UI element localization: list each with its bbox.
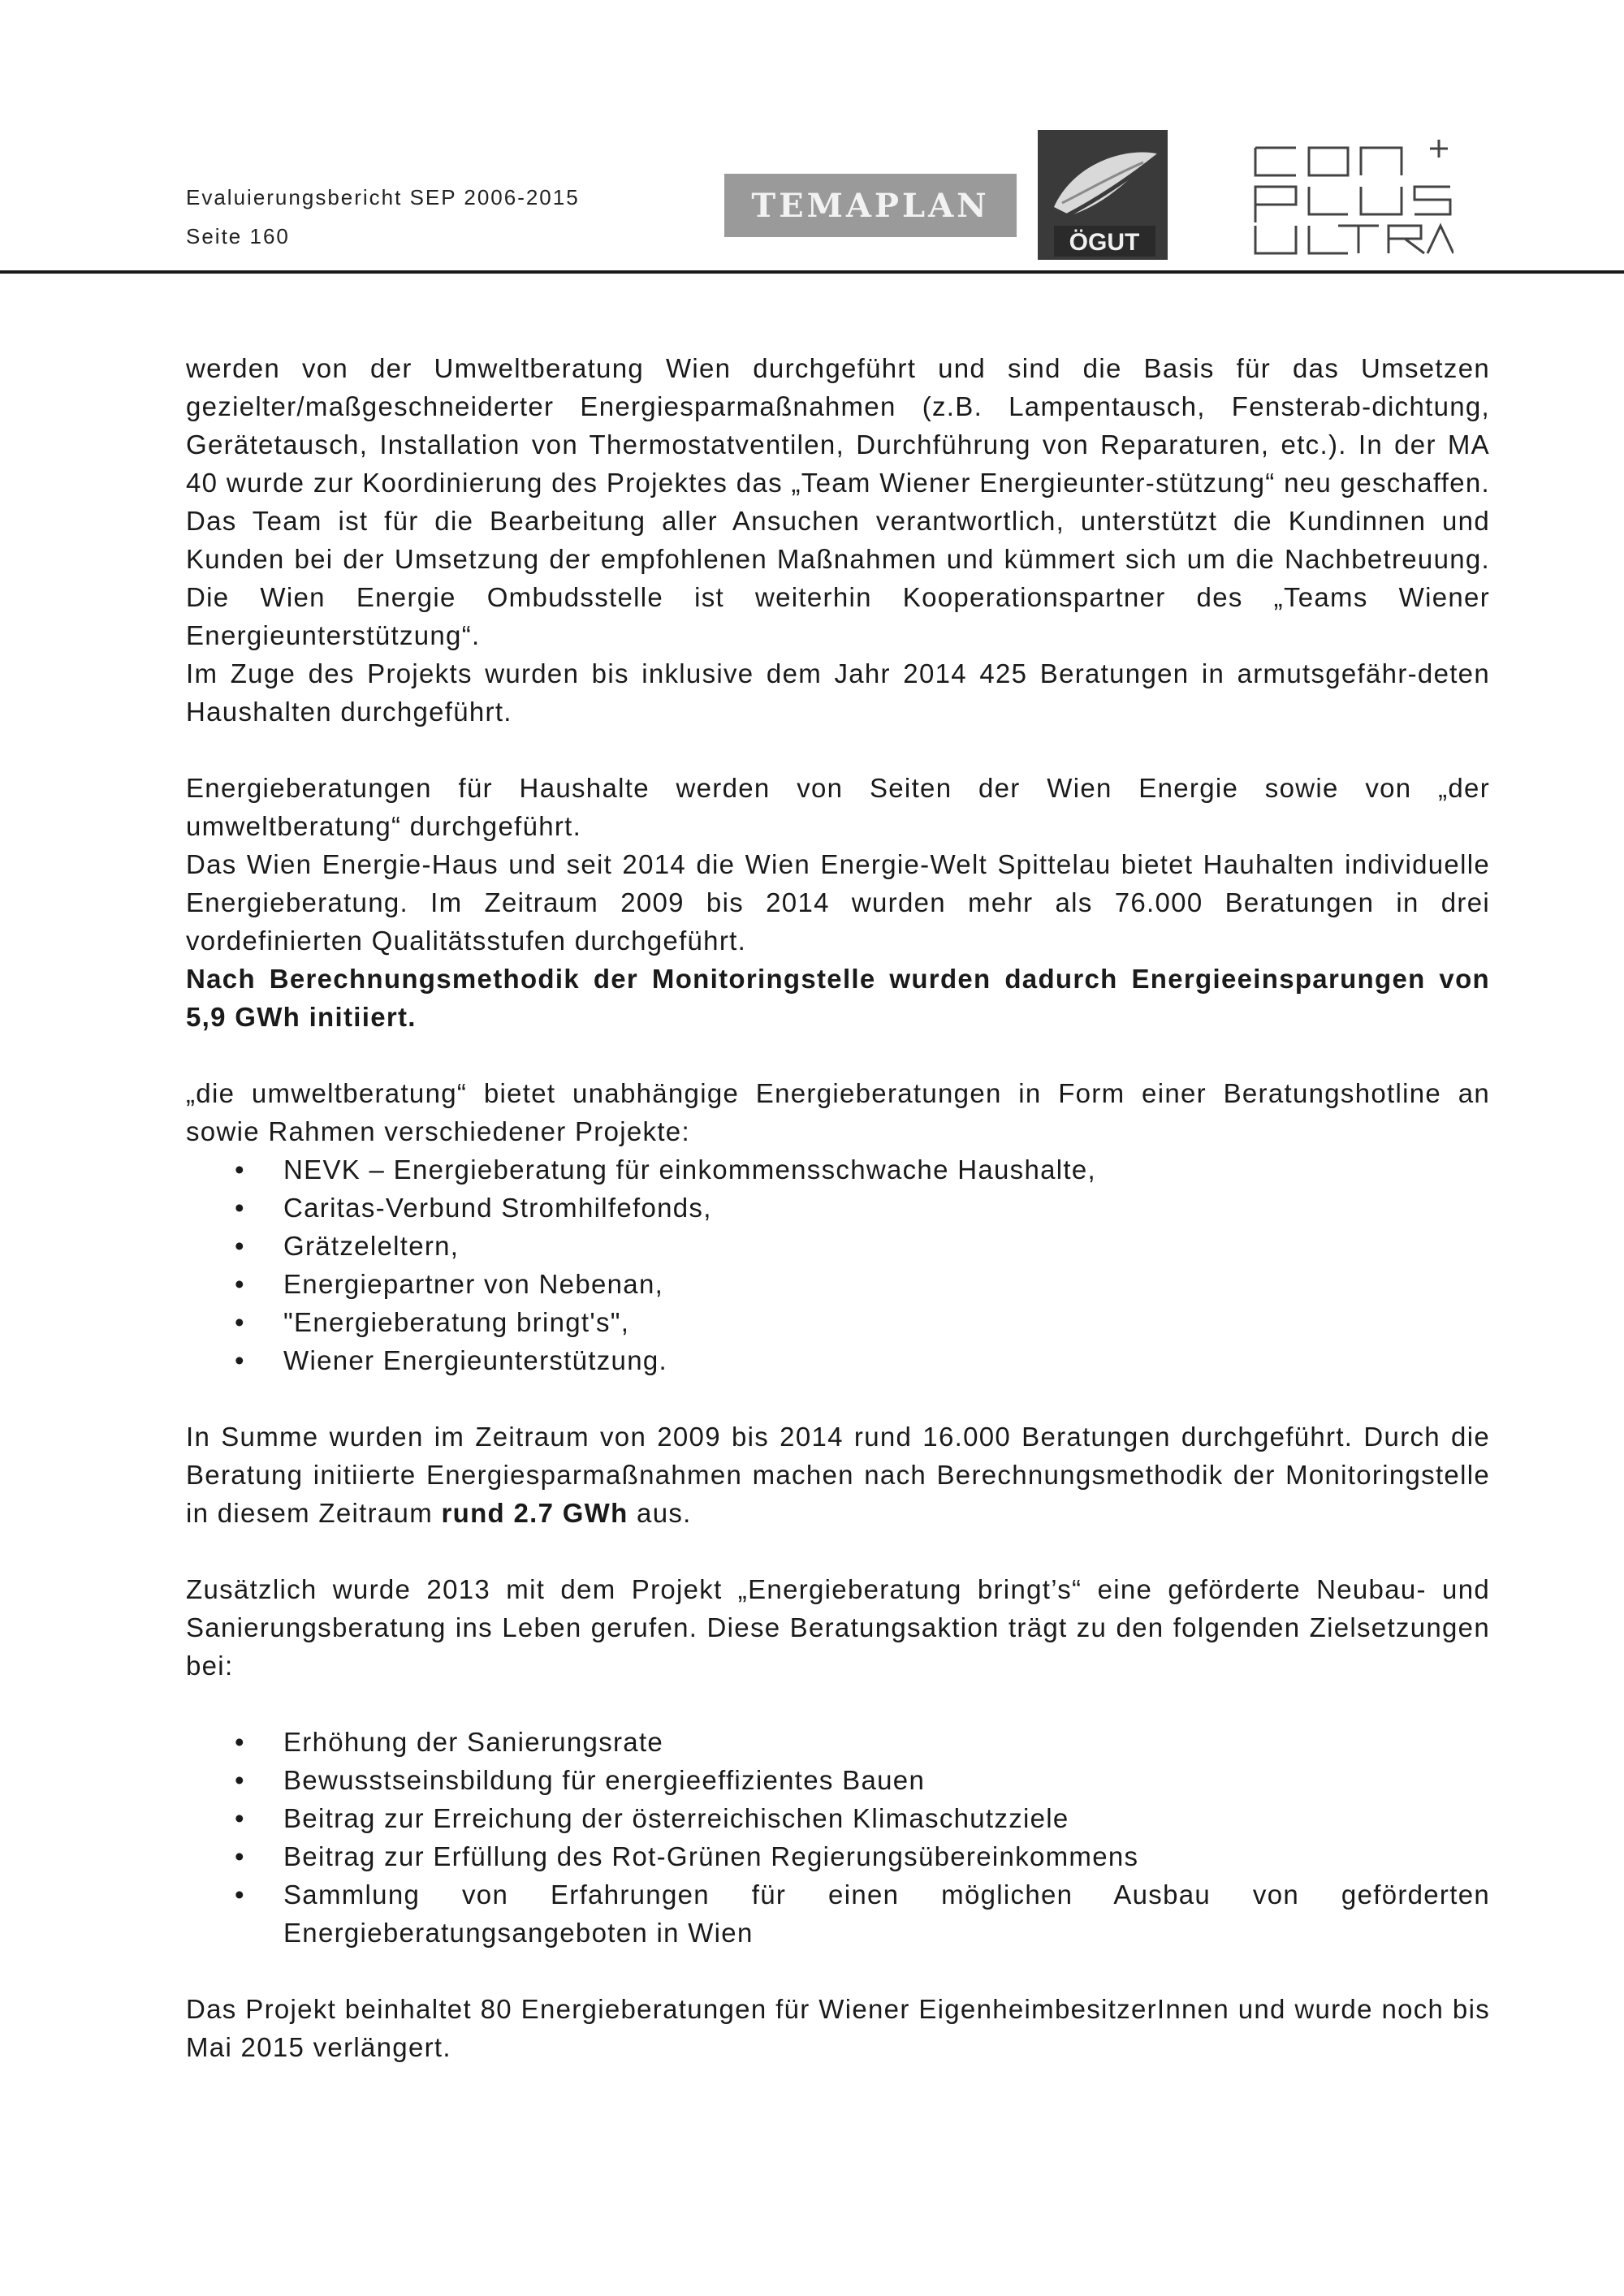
goals-list <box>186 1723 1490 1952</box>
ogut-logo-text: ÖGUT <box>1069 229 1140 256</box>
list-item: • Bewusstseinsbildung für energieeffizientes Bauen <box>186 1761 1490 1799</box>
list-item: • Grätzeleltern, <box>186 1227 1490 1265</box>
report-title: Evaluierungsbericht SEP 2006-2015 <box>186 185 580 209</box>
list-item: • Beitrag zur Erreichung der österreichischen Klimaschutzziele <box>186 1799 1490 1837</box>
paragraph: Das Projekt beinhaltet 80 Energieberatungen für Wiener EigenheimbesitzerInnen und wurde noch bis Mai 2015 verlängert. <box>186 1994 1490 2062</box>
paragraph: Energieberatungen für Haushalte werden von Seiten der Wien Energie sowie von „der umweltberatung“ durchgeführt. <box>186 773 1490 841</box>
list-item: • Erhöhung der Sanierungsrate <box>186 1723 1490 1761</box>
paragraph: Zusätzlich wurde 2013 mit dem Projekt „Energieberatung bringt’s“ eine geförderte Neubau- und Sanierungsberatung ins Leben gerufen. Diese Beratungsaktion trägt zu den folgenden Zielsetzungen bei: <box>186 1574 1490 1681</box>
bold-statement: Nach Berechnungsmethodik der Monitoringstelle wurden dadurch Energieeinsparungen von 5,9 GWh initiiert. <box>186 964 1490 1032</box>
paragraph: Das Wien Energie-Haus und seit 2014 die Wien Energie-Welt Spittelau bietet Hauhalten individuelle Energieberatung. Im Zeitraum 2009 bis 2014 wurden mehr als 76.000 Beratungen in drei vordefinierten Qualitätsstufen durchgeführt. <box>186 849 1490 956</box>
list-item: • "Energieberatung bringt's", <box>186 1303 1490 1341</box>
page-number: Seite 160 <box>186 224 290 248</box>
paragraph: werden von der Umweltberatung Wien durchgeführt und sind die Basis für das Umsetzen gezielter/maßgeschneiderter Energiesparmaßnahmen (z.B. Lampentausch, Fensterab-dichtung, Gerätetausch, Installation von Thermostatventilen, Durchführung von Reparaturen, etc.). In der MA 40 wurde zur Koordinierung des Projektes das „Team Wiener Energieunter-stützung“ neu geschaffen. Das Team ist für die Bearbeitung aller Ansuchen verantwortlich, unterstützt die Kundinnen und Kunden bei der Umsetzung der empfohlenen Maßnahmen und kümmert sich um die Nachbetreuung. Die Wien Energie Ombudsstelle ist weiterhin Kooperationspartner des „Teams Wiener Energieunterstützung“. <box>186 353 1490 650</box>
document-body <box>186 349 1490 2066</box>
list-item: • Energiepartner von Nebenan, <box>186 1265 1490 1303</box>
list-item: • Wiener Energieunterstützung. <box>186 1341 1490 1379</box>
page-header <box>186 178 580 256</box>
temaplan-logo-text: TEMAPLAN <box>751 186 990 225</box>
energy-savings-value: rund 2.7 GWh <box>441 1498 628 1528</box>
list-item: • Caritas-Verbund Stromhilfefonds, <box>186 1189 1490 1227</box>
paragraph-text: aus. <box>628 1498 692 1528</box>
conplusultra-logo <box>1250 136 1453 258</box>
header-divider <box>0 270 1624 274</box>
paragraph <box>186 1418 1490 1532</box>
project-list <box>186 1150 1490 1379</box>
paragraph: „die umweltberatung“ bietet unabhängige Energieberatungen in Form einer Beratungshotline an sowie Rahmen verschiedener Projekte: <box>186 1078 1490 1146</box>
list-item: • Sammlung von Erfahrungen für einen möglichen Ausbau von geförderten Energieberatungsangeboten in Wien <box>186 1875 1490 1952</box>
ogut-logo <box>1038 130 1168 260</box>
paragraph: Im Zuge des Projekts wurden bis inklusive dem Jahr 2014 425 Beratungen in armutsgefähr-deten Haushalten durchgeführt. <box>186 658 1490 727</box>
paragraph-text: In Summe wurden im Zeitraum von 2009 bis 2014 rund 16.000 Beratungen durchgeführt. Durch die Beratung initiierte Energiesparmaßnahmen machen nach Berechnungsmethodik der Monitoringstelle in diesem Zeitraum <box>186 1422 1490 1528</box>
list-item: • Beitrag zur Erfüllung des Rot-Grünen Regierungsübereinkommens <box>186 1837 1490 1875</box>
list-item: • NEVK – Energieberatung für einkommensschwache Haushalte, <box>186 1150 1490 1189</box>
temaplan-logo <box>724 174 1017 237</box>
